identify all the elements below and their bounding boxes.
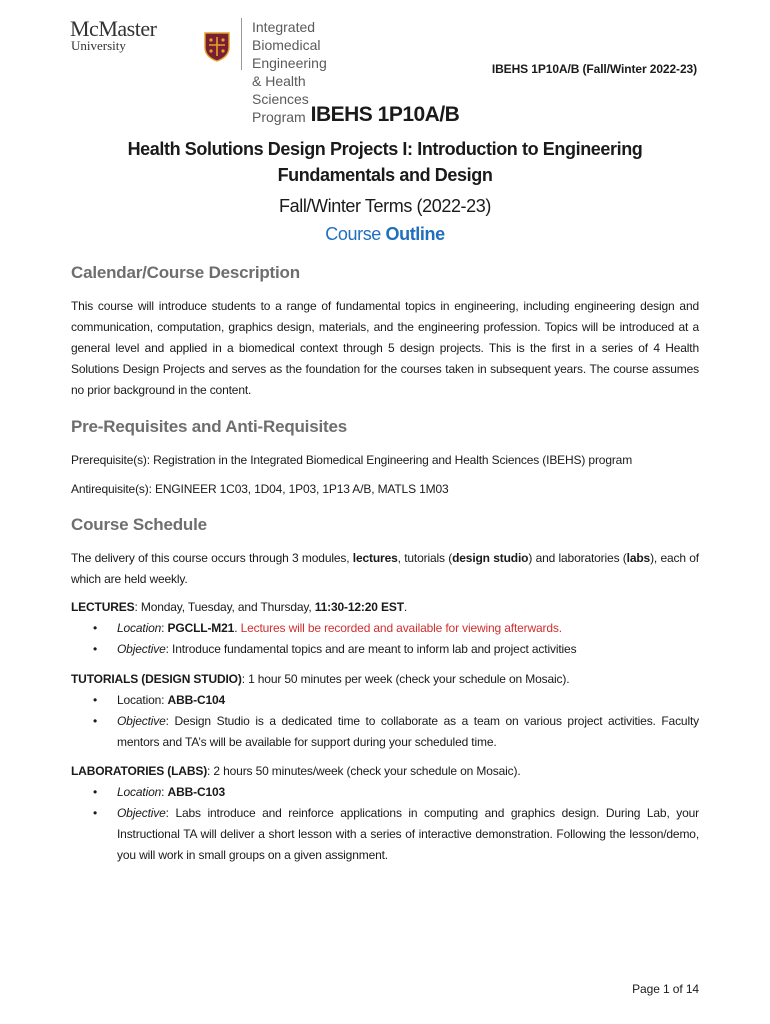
- course-terms: Fall/Winter Terms (2022-23): [279, 196, 491, 216]
- course-name-line-1: Health Solutions Design Projects I: Introduction to Engineering: [127, 139, 643, 159]
- location-dot: .: [234, 621, 241, 635]
- intro-labs: labs: [626, 551, 651, 565]
- mcmaster-logo: [70, 16, 330, 125]
- objective-label: Objective: [117, 714, 166, 728]
- schedule-heading: Course Schedule: [71, 515, 207, 534]
- outline-prefix: Course: [325, 224, 386, 244]
- outline-bold: Outline: [385, 224, 445, 244]
- intro-part-e: ) and laboratories (: [528, 551, 627, 565]
- location-value: ABB-C104: [167, 693, 226, 707]
- course-name: [0, 136, 770, 188]
- lectures-end: .: [403, 600, 408, 614]
- lectures-days: : Monday, Tuesday, and Thursday,: [134, 600, 315, 614]
- antirequisite-line: Antirequisite(s): ENGINEER 1C03, 1D04, 1P03, 1P13 A/B, MATLS 1M03: [71, 482, 449, 496]
- labs-line: [71, 763, 521, 779]
- tutorials-objective-item: [71, 711, 699, 753]
- labs-location-item: [71, 782, 699, 803]
- intro-design-studio: design studio: [452, 551, 529, 565]
- labs-bullets: [71, 782, 699, 866]
- location-label: Location: [117, 621, 162, 635]
- objective-text: : Design Studio is a dedicated time to collaborate as a team on various project activities. Faculty mentors and TA’s will be available for support during your scheduled time.: [117, 714, 699, 749]
- lectures-objective-item: [71, 639, 699, 660]
- location-value: ABB-C103: [167, 785, 226, 799]
- lectures-location-item: [71, 618, 699, 639]
- recording-note: Lectures will be recorded and available for viewing afterwards.: [240, 621, 562, 635]
- logo-wordmark: McMaster: [70, 16, 157, 41]
- objective-text: : Labs introduce and reinforce applications in computing and graphics design. During Lab, your Instructional TA will deliver a short lesson with a series of interactive demonstration. Following the lesson/demo, you will work in small groups on a given assignment.: [117, 806, 699, 862]
- course-code-title: IBEHS 1P10A/B: [310, 103, 460, 126]
- program-line-3: Sciences Program: [252, 91, 309, 125]
- logo-university: University: [71, 38, 126, 53]
- title-block: [0, 102, 770, 246]
- page-number: Page 1 of 14: [632, 982, 699, 996]
- lectures-label: LECTURES: [71, 600, 135, 614]
- location-label: Location: [117, 785, 162, 799]
- location-sep: :: [161, 621, 168, 635]
- program-line-1: Integrated Biomedical: [252, 19, 321, 53]
- intro-part-g: ), each of which are held weekly.: [71, 551, 699, 586]
- lectures-bullets: [71, 618, 699, 660]
- tutorials-location-item: [71, 690, 699, 711]
- labs-label: LABORATORIES (LABS): [71, 764, 208, 778]
- calendar-description: This course will introduce students to a range of fundamental topics in engineering, including engineering design and communication, computation, graphics design, materials, and the engineering profession. Topics will be introduced at a general level and applied in a biomedical context through 5 design projects. This is the first in a series of 4 Health Solutions Design Projects and serves as the foundation for the courses taken in subsequent years. The course assumes no prior background in the content.: [71, 299, 699, 397]
- objective-label: Objective: [117, 642, 166, 656]
- program-line-2: Engineering & Health: [252, 55, 327, 89]
- calendar-heading: Calendar/Course Description: [71, 263, 300, 282]
- logo-divider: [241, 18, 242, 70]
- tutorials-text: : 1 hour 50 minutes per week (check your schedule on Mosaic).: [241, 672, 570, 686]
- university-crest-icon: [204, 32, 230, 62]
- objective-label: Objective: [117, 806, 166, 820]
- lectures-time: 11:30-12:20 EST: [314, 600, 404, 614]
- header-course-code: IBEHS 1P10A/B (Fall/Winter 2022-23): [491, 62, 697, 76]
- course-outline-title: [0, 222, 770, 246]
- intro-part-c: , tutorials (: [397, 551, 453, 565]
- tutorials-label: TUTORIALS (DESIGN STUDIO): [71, 672, 242, 686]
- schedule-intro: [71, 548, 699, 590]
- prerequisite-line: Prerequisite(s): Registration in the Integrated Biomedical Engineering and Health Sciences (IBEHS) program: [71, 453, 633, 467]
- lectures-line: [71, 599, 407, 615]
- labs-objective-item: [71, 803, 699, 866]
- objective-text: : Introduce fundamental topics and are meant to inform lab and project activities: [165, 642, 577, 656]
- location-sep: :: [161, 785, 168, 799]
- intro-lectures: lectures: [352, 551, 398, 565]
- location-value: PGCLL-M21: [167, 621, 235, 635]
- labs-text: : 2 hours 50 minutes/week (check your schedule on Mosaic).: [207, 764, 521, 778]
- location-label: Location:: [117, 693, 168, 707]
- intro-part-a: The delivery of this course occurs through 3 modules,: [71, 551, 353, 565]
- tutorials-bullets: [71, 690, 699, 753]
- course-name-line-2: Fundamentals and Design: [277, 165, 493, 185]
- tutorials-line: [71, 671, 569, 687]
- requisites-heading: Pre-Requisites and Anti-Requisites: [71, 417, 347, 436]
